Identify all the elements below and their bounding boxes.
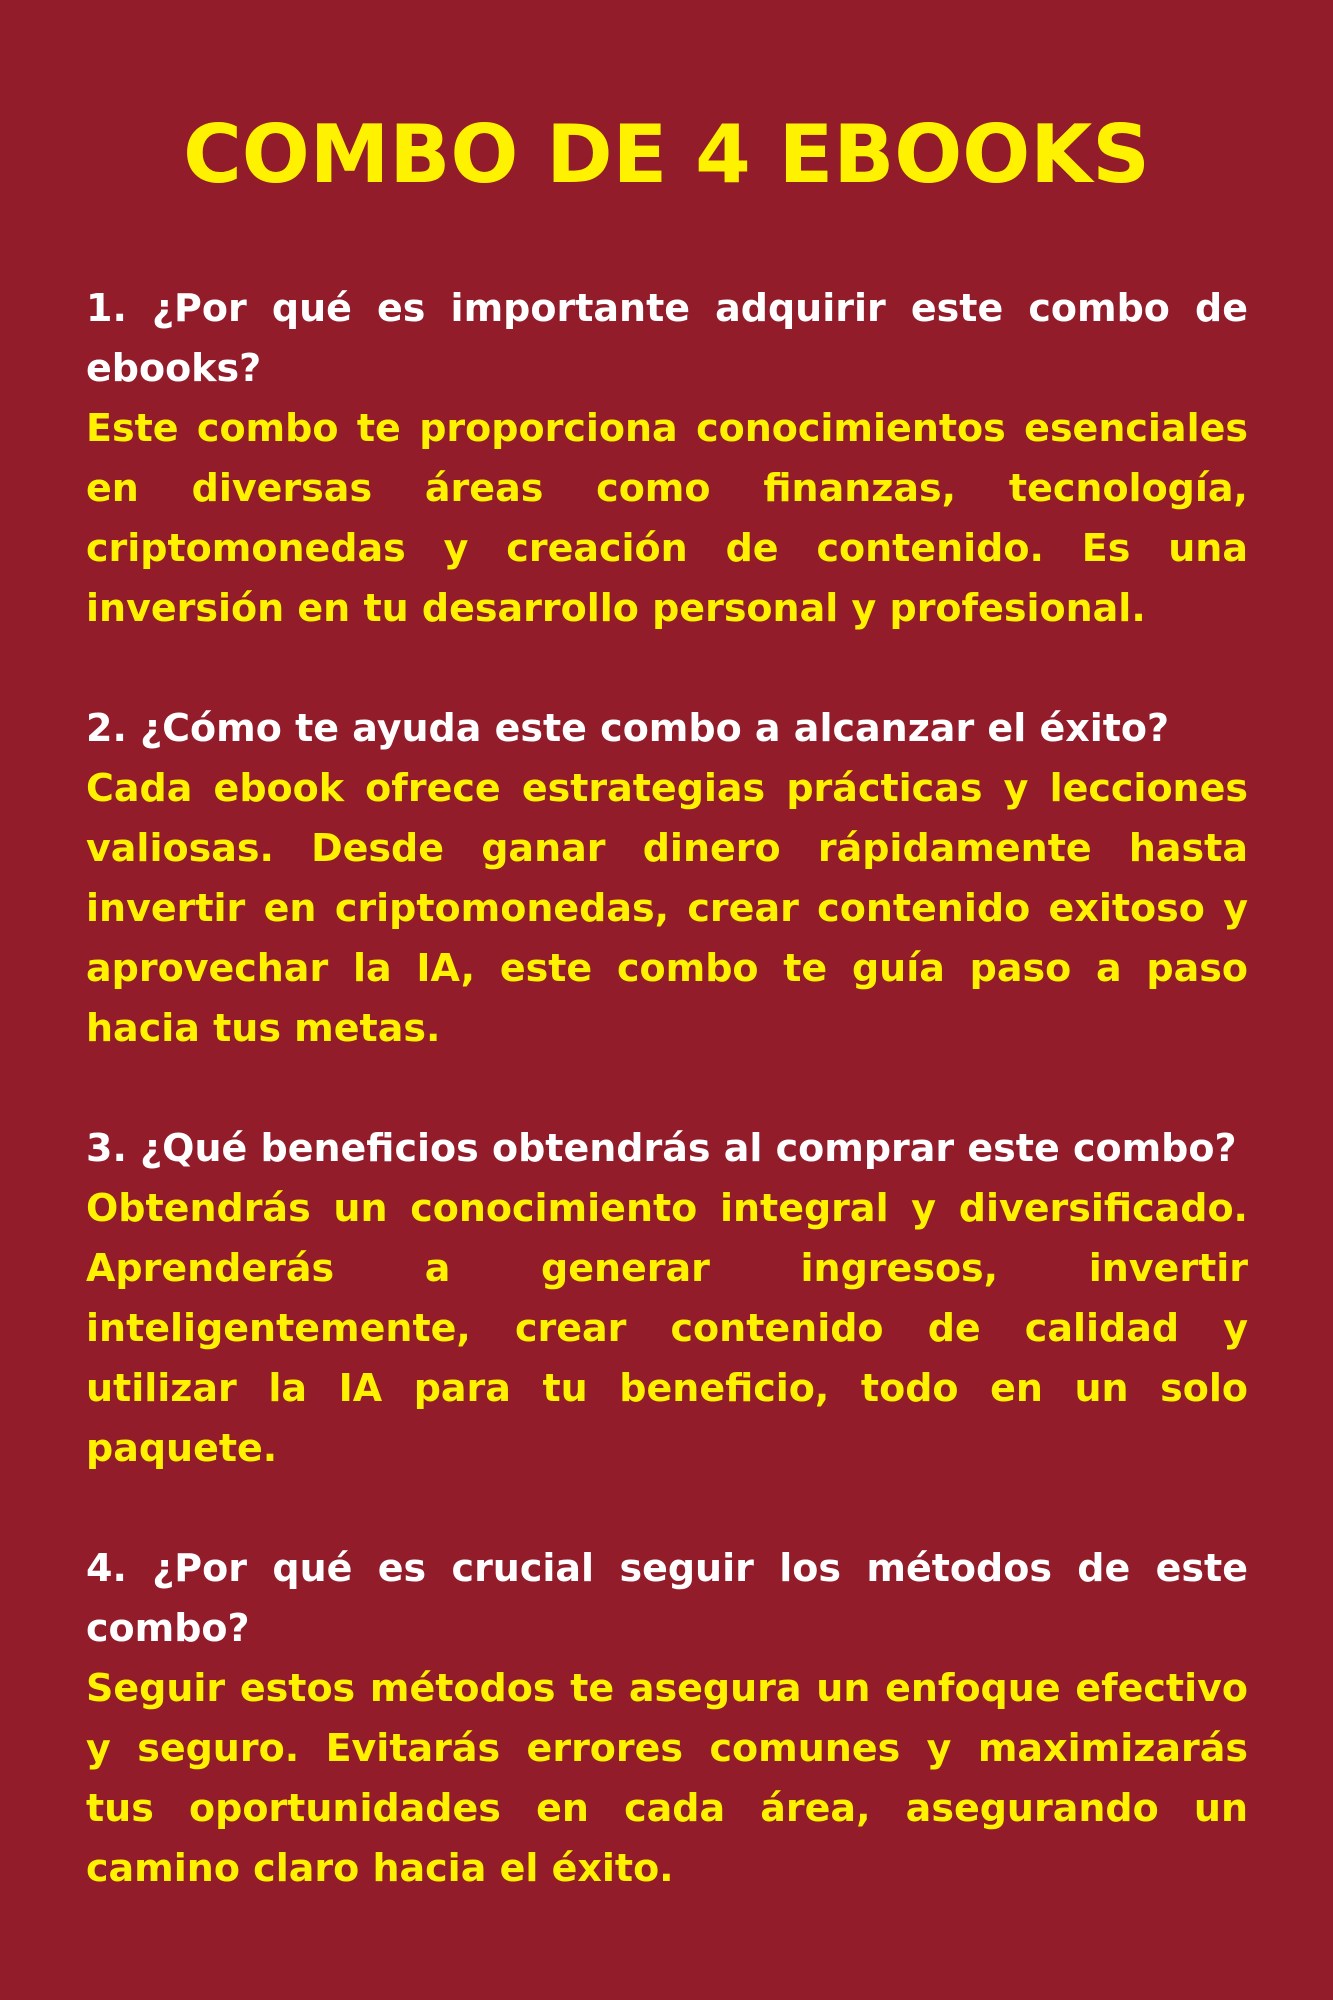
faq-item-3: [86, 1118, 1248, 1478]
faq-item-4: [86, 1538, 1248, 1898]
faq-item-2: [86, 698, 1248, 1058]
faq-question-2: 2. ¿Cómo te ayuda este combo a alcanzar el éxito?: [86, 706, 1170, 750]
faq-item-1: [86, 278, 1248, 638]
faq-question-3: 3. ¿Qué beneficios obtendrás al comprar este combo?: [86, 1126, 1237, 1170]
faq-list: [86, 278, 1248, 1958]
faq-question-4: 4. ¿Por qué es crucial seguir los métodos de este combo?: [86, 1546, 1248, 1650]
faq-answer-2: Cada ebook ofrece estrategias prácticas y lecciones valiosas. Desde ganar dinero rápidamente hasta invertir en criptomonedas, crear contenido exitoso y aprovechar la IA, este combo te guía paso a paso hacia tus metas.: [86, 766, 1248, 1050]
faq-answer-4: Seguir estos métodos te asegura un enfoque efectivo y seguro. Evitarás errores comunes y maximizarás tus oportunidades en cada área, asegurando un camino claro hacia el éxito.: [86, 1666, 1248, 1890]
faq-answer-1: Este combo te proporciona conocimientos esenciales en diversas áreas como finanzas, tecnología, criptomonedas y creación de contenido. Es una inversión en tu desarrollo personal y profesional.: [86, 406, 1248, 630]
page-title: COMBO DE 4 EBOOKS: [183, 108, 1150, 201]
faq-answer-3: Obtendrás un conocimiento integral y diversificado. Aprenderás a generar ingresos, invertir inteligentemente, crear contenido de calidad y utilizar la IA para tu beneficio, todo en un solo paquete.: [86, 1186, 1248, 1470]
faq-question-1: 1. ¿Por qué es importante adquirir este combo de ebooks?: [86, 286, 1248, 390]
